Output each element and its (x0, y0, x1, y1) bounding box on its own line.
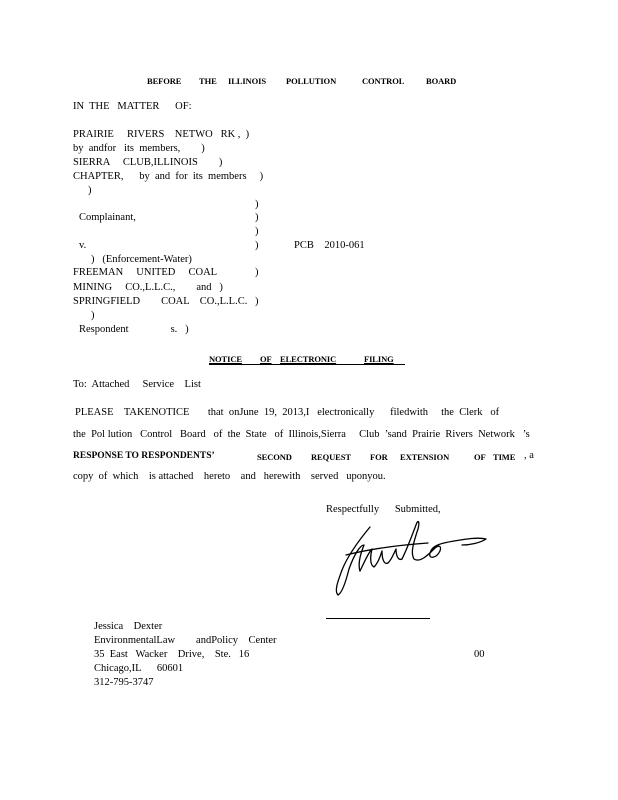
header-word-illinois: ILLINOIS (228, 76, 266, 86)
header-word-board: BOARD (426, 76, 457, 86)
in-the-matter: IN THE MATTER OF: (73, 101, 192, 112)
header-word-pollution: POLLUTION (286, 76, 337, 86)
caption-line-mining: MINING CO.,L.L.C., and ) (73, 282, 223, 293)
document-title-for: FOR (370, 452, 388, 462)
body-line-1: PLEASE TAKENOTICE that onJune 19, 2013,I electronically filedwith the Clerk of (75, 407, 500, 418)
respondent-label: Respondent s. ) (79, 324, 189, 335)
complainant-label: Complainant, (79, 212, 136, 223)
caption-paren: ) (255, 240, 259, 251)
caption-line-chapter: CHAPTER, by and for its members ) (73, 171, 264, 182)
enforcement-label: ) (Enforcement-Water) (91, 254, 192, 265)
document-title-of: OF (474, 452, 486, 462)
notice-word-of: OF (260, 354, 272, 364)
caption-paren: ) (88, 185, 92, 196)
header-word-control: CONTROL (362, 76, 405, 86)
signer-city: Chicago,IL 60601 (94, 663, 184, 674)
versus-label: v. (79, 240, 87, 251)
caption-line-by-members: by andfor its members, ) (73, 143, 205, 154)
caption-paren: ) (255, 212, 259, 223)
caption-line-springfield: SPRINGFIELD COAL CO.,L.L.C. (73, 296, 248, 307)
handwritten-signature (330, 515, 495, 600)
signer-name: Jessica Dexter (94, 621, 163, 632)
caption-line-freeman: FREEMAN UNITED COAL (73, 267, 218, 278)
header-word-the: THE (199, 76, 217, 86)
comma-a: , a (524, 450, 534, 461)
signature-line (326, 618, 430, 619)
to-line: To: Attached Service List (73, 379, 201, 390)
header-word-before: BEFORE (147, 76, 182, 86)
document-title-second: SECOND (257, 452, 292, 462)
notice-word-electronic: ELECTRONIC (280, 354, 337, 364)
caption-paren: ) (91, 310, 95, 321)
caption-line-sierra: SIERRA CLUB,ILLINOIS ) (73, 157, 223, 168)
signer-organization: EnvironmentalLaw andPolicy Center (94, 635, 277, 646)
respectfully-submitted: Respectfully Submitted, (326, 504, 441, 515)
signer-suite-end: 00 (474, 649, 485, 660)
caption-paren: ) (255, 267, 259, 278)
document-title-request: REQUEST (311, 452, 351, 462)
notice-word-notice: NOTICE (209, 354, 242, 364)
notice-underline (209, 364, 405, 365)
caption-paren: ) (255, 226, 259, 237)
document-title-response: RESPONSE TO RESPONDENTS’ (73, 451, 215, 461)
body-line-2: the Pol lution Control Board of the State of Illinois,Sierra Club ’sand Prairie Rivers Network ’s (73, 429, 530, 440)
document-title-extension: EXTENSION (400, 452, 450, 462)
caption-paren: ) (255, 199, 259, 210)
notice-word-filing: FILING (364, 354, 394, 364)
document-title-time: TIME (493, 452, 516, 462)
case-number: PCB 2010-061 (294, 240, 365, 251)
caption-line-prairie: PRAIRIE RIVERS NETWO RK , ) (73, 129, 250, 140)
signer-phone: 312-795-3747 (94, 677, 154, 688)
caption-paren: ) (255, 296, 259, 307)
body-line-4: copy of which is attached hereto and herewith served uponyou. (73, 471, 386, 482)
signer-address: 35 East Wacker Drive, Ste. 16 (94, 649, 250, 660)
